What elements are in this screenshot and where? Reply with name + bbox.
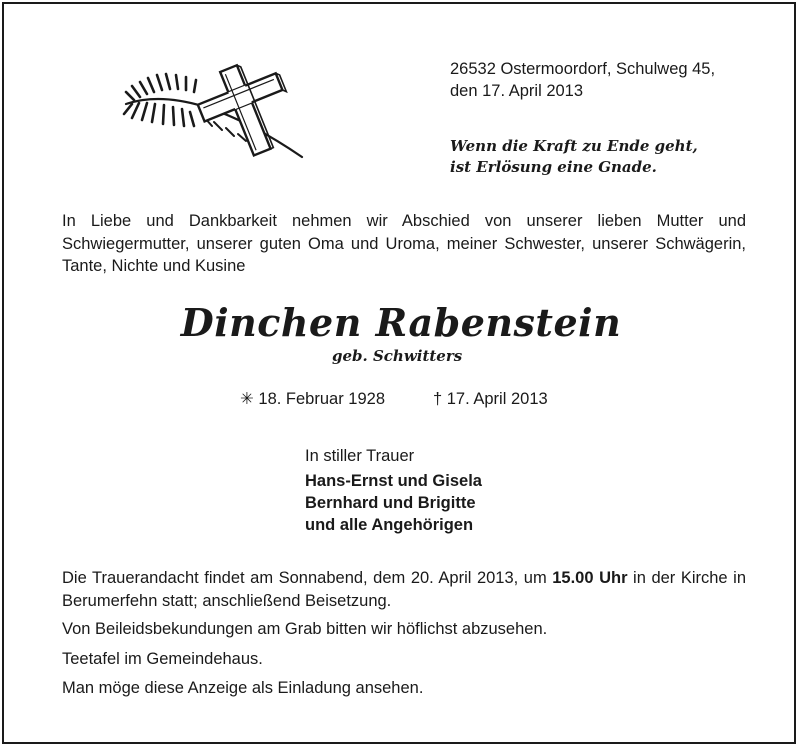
mourner-line: und alle Angehörigen <box>305 516 474 534</box>
motto-line-2: ist Erlösung eine Gnade. <box>450 158 657 176</box>
obituary-notice <box>2 2 796 744</box>
intro-text: In Liebe und Dankbarkeit nehmen wir Abschied von unserer lieben Mutter und Schwiegermutter, unserer guten Oma und Uroma, meiner Schwester, unserer Schwägerin, Tante, Nichte und Kusine <box>62 212 746 275</box>
mourner-line: Bernhard und Brigitte <box>305 494 476 512</box>
maiden-name: geb. Schwitters <box>332 347 463 365</box>
service-text-before: Die Trauerandacht findet am Sonnabend, dem 20. April 2013, um <box>62 569 553 587</box>
service-info <box>62 567 746 707</box>
mourners-names <box>305 470 482 536</box>
mourners-heading: In stiller Trauer <box>305 447 415 465</box>
motto-line-1: Wenn die Kraft zu Ende geht, <box>450 137 698 155</box>
deceased-name: Dinchen Rabenstein <box>180 300 622 345</box>
note-line: Man möge diese Anzeige als Einladung ansehen. <box>62 679 424 697</box>
address-line: 26532 Ostermoordorf, Schulweg 45, <box>450 60 716 78</box>
birth-date: ✳ 18. Februar 1928 <box>240 390 385 408</box>
service-paragraph <box>62 567 746 612</box>
motto <box>450 136 698 178</box>
service-time: 15.00 Uhr <box>552 569 628 587</box>
mourners-block <box>305 445 482 536</box>
service-text-after: in der Kirche in Berumerfehn statt; anschließend Beisetzung. <box>62 569 746 610</box>
mourner-line: Hans-Ernst und Gisela <box>305 472 482 490</box>
address-block <box>450 58 715 102</box>
note-line: Von Beileidsbekundungen am Grab bitten wir höflichst abzusehen. <box>62 620 548 638</box>
cross-with-palm-frond-icon <box>122 62 322 162</box>
date-line: den 17. April 2013 <box>450 82 584 100</box>
death-date: † 17. April 2013 <box>433 390 548 408</box>
life-dates <box>240 389 548 409</box>
note-line: Teetafel im Gemeindehaus. <box>62 649 263 668</box>
